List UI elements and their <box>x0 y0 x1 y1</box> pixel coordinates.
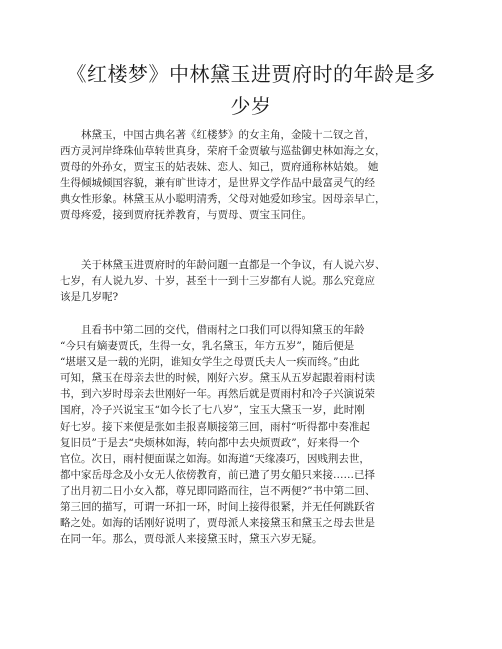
document-title <box>60 58 442 122</box>
text-line: 官位。次日，雨村便面谋之如海。如海道“天缘凑巧，因贱荆去世， <box>60 452 370 465</box>
text-line: 第三回的描写，可谓一环扣一环，时间上接得很紧，并无任何跳跃省 <box>60 501 375 514</box>
text-line: 林黛玉，中国古典名著《红楼梦》的女主角，金陵十二钗之首， <box>60 129 375 141</box>
title-line: 少岁 <box>230 94 272 118</box>
text-line: 书，到六岁时母亲去世刚好一年。再然后就是贾雨村和冷子兴演说荣 <box>60 388 375 401</box>
text-line: 复旧员”于是去“央烦林如海，转向都中去央烦贾政”，好来得一个 <box>60 436 360 449</box>
text-line: 且看书中第二回的交代，借雨村之口我们可以得知黛玉的年龄 <box>60 324 365 336</box>
text-line: 七岁，有人说九岁、十岁，甚至十一到十三岁都有人说。那么究竟应 <box>60 275 375 288</box>
text-line: 关于林黛玉进贾府时的年龄问题一直都是一个争议，有人说六岁、 <box>60 259 386 271</box>
text-line: 典女性形象。林黛玉从小聪明清秀，父母对她爱如珍宝。因母亲早亡， <box>60 193 386 206</box>
text-line: 在同一年。那么，贾母派人来接黛玉时，黛玉六岁无疑。 <box>60 533 323 546</box>
text-line: 好七岁。接下来便是张如圭报喜顺接第三回，雨村“听得都中奏准起 <box>60 420 370 433</box>
text-line: 都中家岳母念及小女无人依傍教育，前已遣了男女船只来接……已择 <box>60 468 375 481</box>
text-line: 略之处。如海的话刚好说明了，贾母派人来接黛玉和黛玉之母去世是 <box>60 517 375 530</box>
text-line: 西方灵河岸绛珠仙草转世真身，荣府千金贾敏与巡盐御史林如海之女， <box>60 145 386 158</box>
text-line: 可知，黛玉在母亲去世的时候，刚好六岁。黛玉从五岁起跟着雨村读 <box>60 372 375 385</box>
text-line: 贾母的外孙女，贾宝玉的姑表妹、恋人、知己，贾府通称林姑娘。 她 <box>60 161 379 174</box>
text-line: 生得倾城倾国容貌，兼有旷世诗才，是世界文学作品中最富灵气的经 <box>60 177 375 190</box>
text-line: 了出月初二日小女入都，尊兄即同路而往，岂不两便?”书中第二回、 <box>60 484 376 497</box>
title-line: 《红楼梦》中林黛玉进贾府时的年龄是多 <box>66 62 436 86</box>
text-line: “堪堪又是一载的光阴，谁知女学生之母贾氏夫人一疾而终。”由此 <box>60 356 360 369</box>
text-line: 国府，冷子兴说宝玉“如今长了七八岁”，宝玉大黛玉一岁，此时刚 <box>60 404 365 417</box>
paragraph-intro <box>60 127 450 224</box>
paragraph-question <box>60 257 450 305</box>
text-line: 该是几岁呢? <box>60 291 119 304</box>
text-line: “今只有嫡妻贾氏，生得一女，乳名黛玉，年方五岁”，随后便是 <box>60 340 355 353</box>
paragraph-analysis <box>60 322 450 547</box>
text-line: 贾母疼爱，接到贾府抚养教育，与贾母、贾宝玉同住。 <box>60 209 312 222</box>
